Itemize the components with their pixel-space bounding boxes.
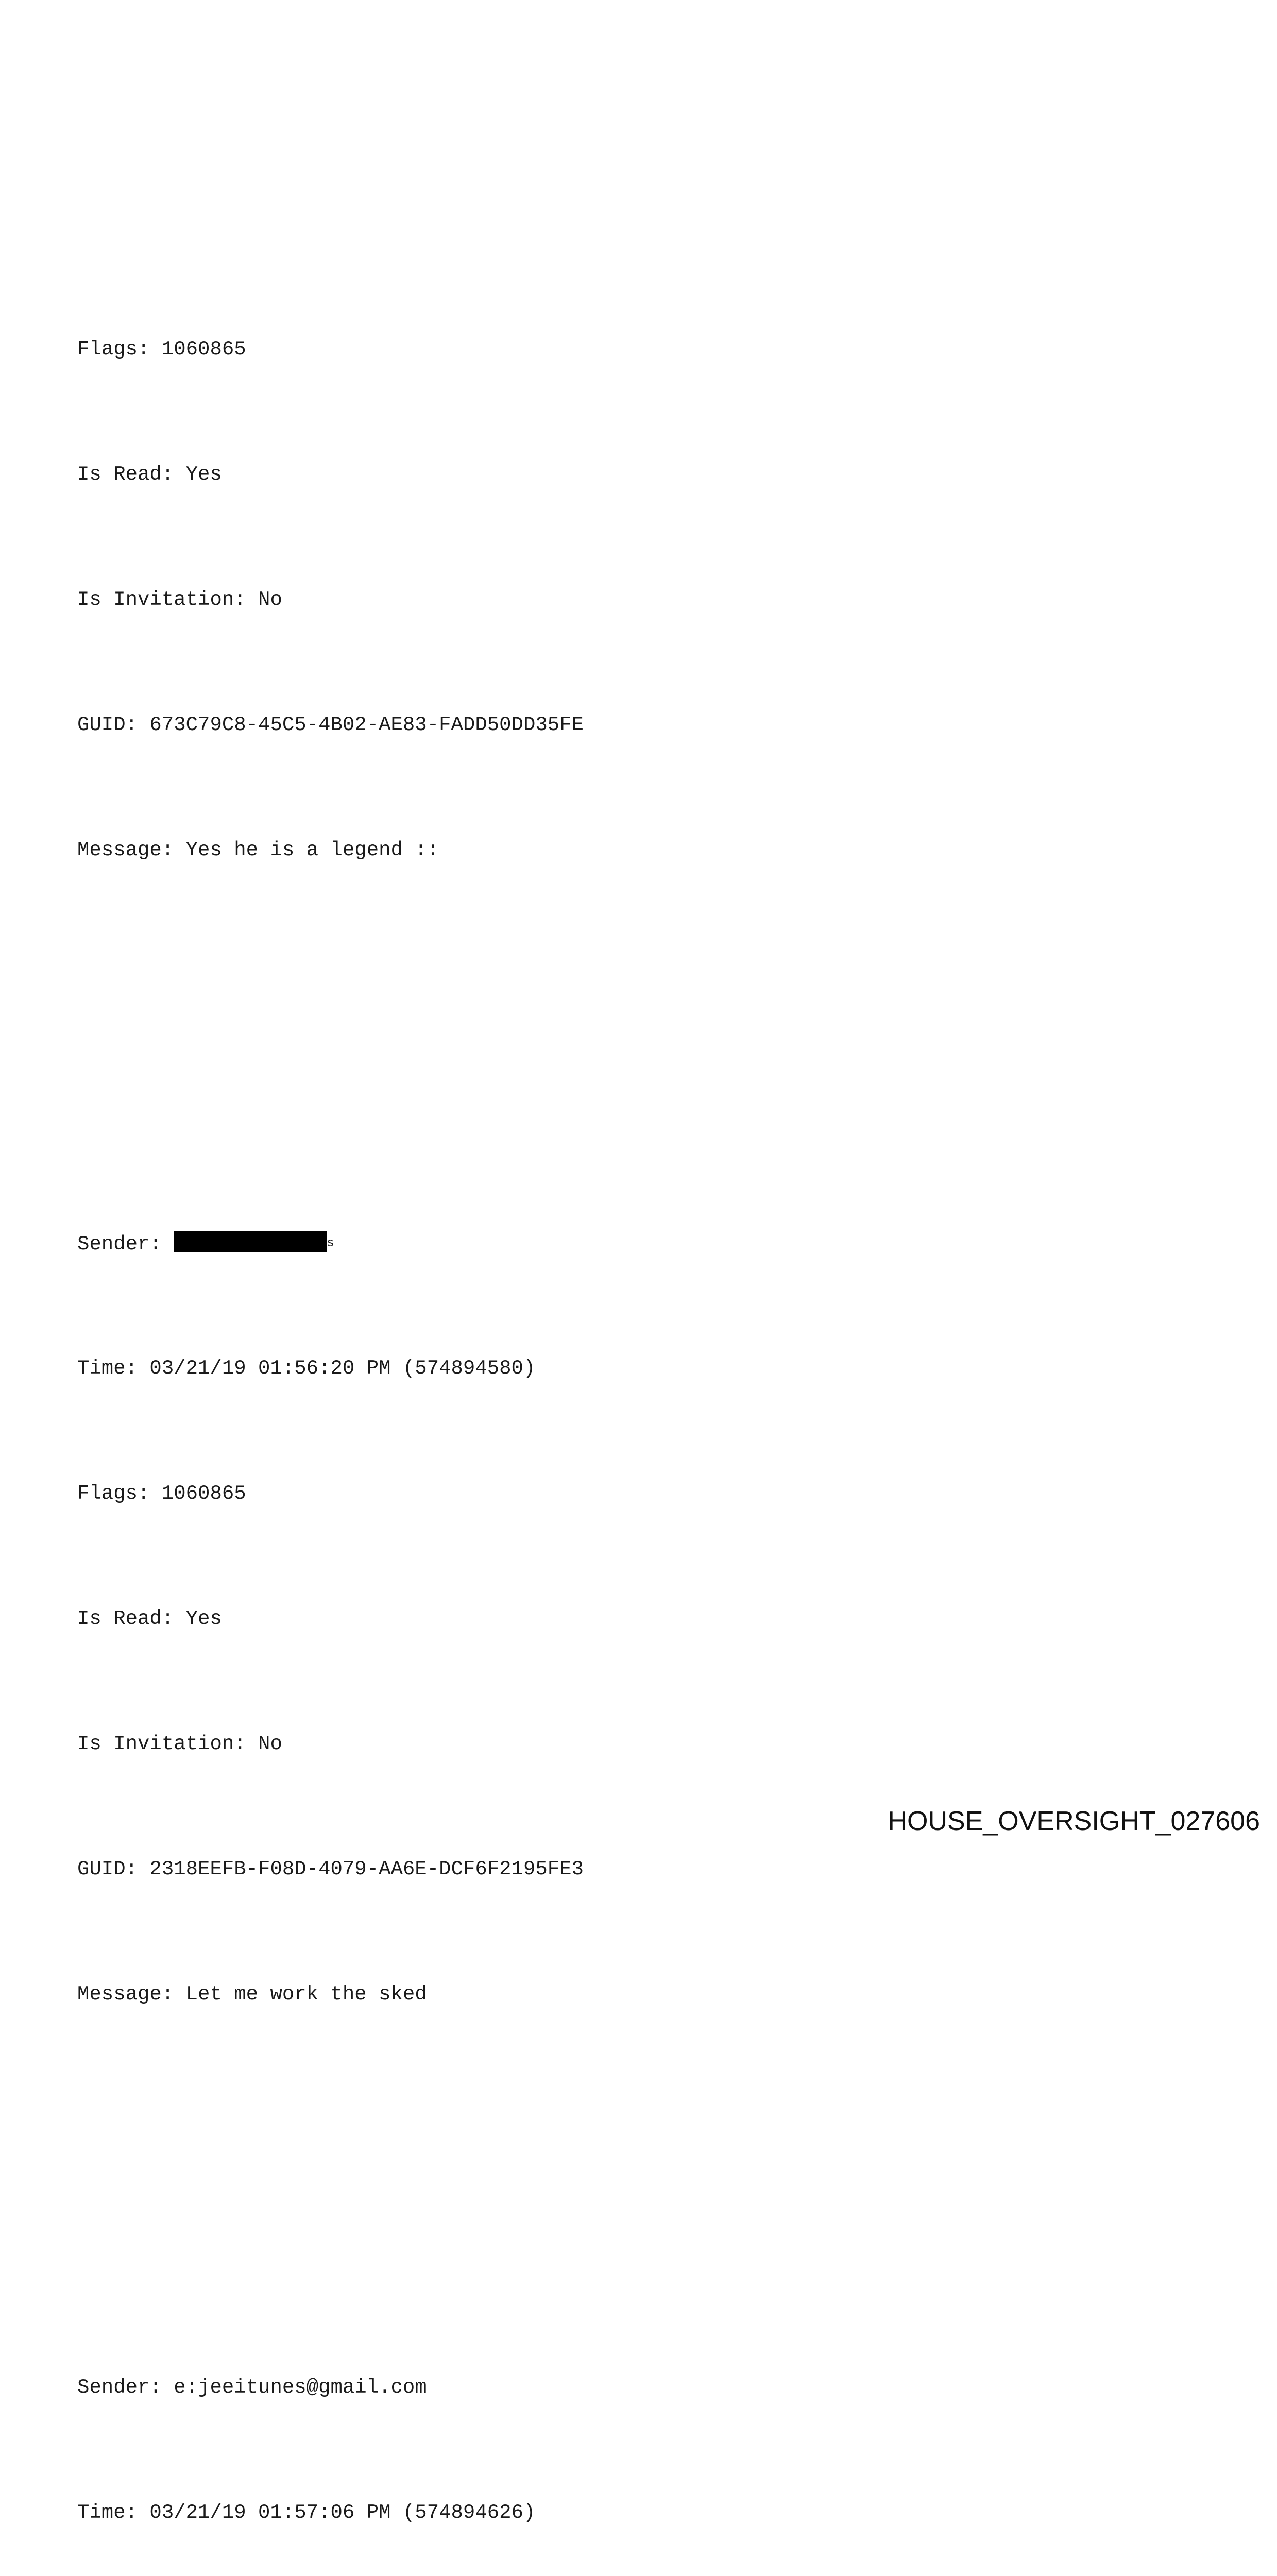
sender-trailing-glyph: s (327, 1236, 334, 1250)
redaction-box (174, 1231, 327, 1252)
flags-line: Flags: 1060865 (77, 1482, 246, 1505)
message-line: Message: Let me work the sked (77, 1983, 427, 2006)
message-line: Message: Yes he is a legend :: (77, 839, 439, 861)
guid-line: GUID: 673C79C8-45C5-4B02-AE83-FADD50DD35FE (77, 714, 584, 736)
time-line: Time: 03/21/19 01:57:06 PM (574894626) (77, 2501, 536, 2524)
sender-line: Sender: e:jeeitunes@gmail.com (77, 2376, 427, 2399)
is-read-line: Is Read: Yes (77, 463, 222, 486)
is-read-line: Is Read: Yes (77, 1607, 222, 1630)
guid-line: GUID: 2318EEFB-F08D-4079-AA6E-DCF6F2195FE3 (77, 1858, 584, 1880)
sender-label: Sender: (77, 1233, 174, 1256)
is-invitation-line: Is Invitation: No (77, 1733, 282, 1755)
message-record (77, 245, 1211, 955)
is-invitation-line: Is Invitation: No (77, 588, 282, 611)
bates-number: HOUSE_OVERSIGHT_027606 (888, 1806, 1260, 1836)
message-record (77, 1122, 1211, 2099)
flags-line: Flags: 1060865 (77, 338, 246, 361)
message-log (77, 78, 1211, 2576)
time-line: Time: 03/21/19 01:56:20 PM (574894580) (77, 1357, 536, 1380)
message-record (77, 2266, 1211, 2576)
sender-line (77, 1223, 1211, 1264)
